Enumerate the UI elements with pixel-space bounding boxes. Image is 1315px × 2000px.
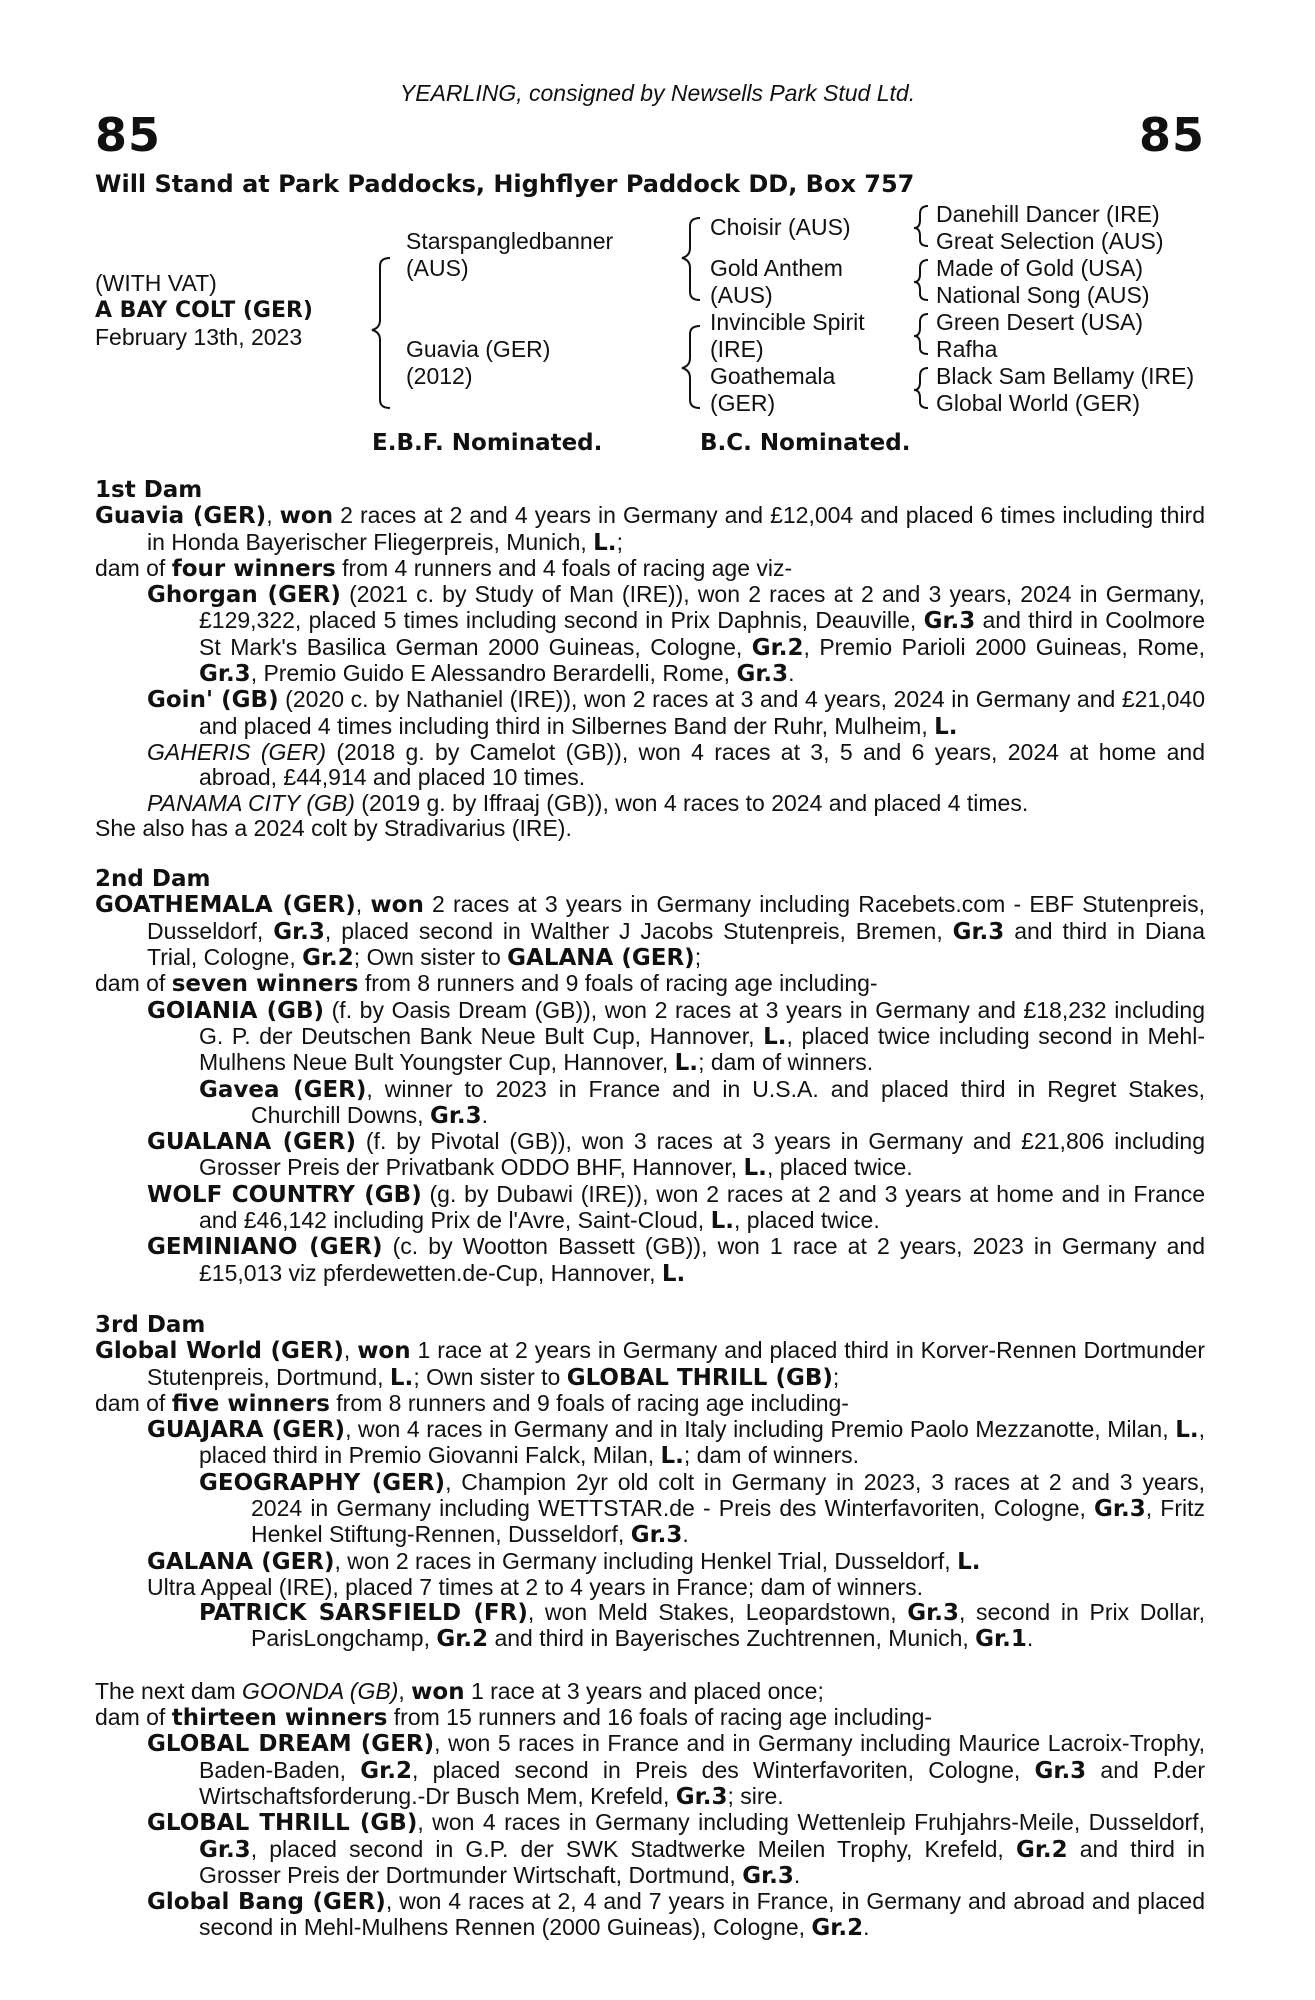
dam-name: Guavia (GER) — [406, 336, 551, 362]
sire-country: (AUS) — [406, 255, 469, 281]
dam-dam: Goathemala — [710, 363, 836, 389]
ped-ddd: Global World (GER) — [936, 390, 1141, 416]
lot-number-right: 85 — [1138, 108, 1205, 162]
progeny-entry: GALANA (GER), won 2 races in Germany including Henkel Trial, Dusseldorf, L. — [147, 1547, 981, 1575]
progeny-entry: GAHERIS (GER) (2018 g. by Camelot (GB)), won 4 races at 3, 5 and 6 years, 2024 at home and abroad, £44,914 and placed 10 times. — [147, 738, 1205, 791]
lot-number-left: 85 — [95, 108, 162, 162]
progeny-entry: GLOBAL THRILL (GB), won 4 races in Germany including Wettenleip Fruhjahrs-Meile, Dusseldorf, Gr.3, placed second in G.P. der SWK Stadtwerke Meilen Trophy, Krefeld, Gr.2 and third in Grosser Preis der Dortmunder Wirtschaft, Dortmund, Gr.3. — [147, 1809, 1205, 1889]
progeny-entry: GUAJARA (GER), won 4 races in Germany and in Italy including Premio Paolo Mezzanotte, Milan, L., placed third in Premio Giovanni Falck, Milan, L.; dam of winners. — [147, 1416, 1205, 1470]
dam-of-line: dam of seven winners from 8 runners and 9 foals of racing age including- — [95, 970, 878, 998]
bc-nominated: B.C. Nominated. — [700, 430, 911, 456]
progeny-entry: WOLF COUNTRY (GB) (g. by Dubawi (IRE)), won 2 races at 2 and 3 years at home and in France and £46,142 including Prix de l'Avre, Saint-Cloud, L., placed twice. — [147, 1180, 1206, 1235]
progeny-entry: Goin' (GB) (2020 c. by Nathaniel (IRE)), won 2 races at 3 and 4 years, 2024 in Germany and £21,040 and placed 4 times including third in Silbernes Band der Ruhr, Mulheim, L. — [147, 686, 1206, 740]
ebf-nominated: E.B.F. Nominated. — [372, 430, 603, 456]
third-dam-section — [95, 1313, 1205, 1653]
progeny-entry: PANAMA CITY (GB) (2019 g. by Iffraaj (GB)), won 4 races to 2024 and placed 4 times. — [147, 789, 1029, 816]
dam-of-line: dam of thirteen winners from 15 runners and 16 foals of racing age including- — [95, 1704, 933, 1732]
dam-year: (2012) — [406, 363, 473, 389]
stand-location: Will Stand at Park Paddocks, Highflyer Paddock DD, Box 757 — [95, 170, 915, 198]
ped-sds: Made of Gold (USA) — [936, 255, 1144, 281]
progeny-entry: GLOBAL DREAM (GER), won 5 races in France and in Germany including Maurice Lacroix-Trophy, Baden-Baden, Gr.2, placed second in Preis des Winterfavoriten, Cologne, Gr.3 and P.der Wirtschaftsforderung.-Dr Busch Mem, Krefeld, Gr.3; sire. — [147, 1730, 1205, 1810]
ped-dsd: Rafha — [936, 336, 998, 362]
ped-ssd: Great Selection (AUS) — [936, 228, 1164, 254]
dam-record: Global World (GER), won 1 race at 2 years in Germany and placed third in Korver-Rennen Dortmunder Stutenpreis, Dortmund, L.; Own sister to GLOBAL THRILL (GB); — [95, 1337, 1205, 1391]
dam-record: Guavia (GER), won 2 races at 2 and 4 years in Germany and £12,004 and placed 6 times including third in Honda Bayerischer Fliegerpreis, Munich, L.; — [95, 502, 1206, 556]
also-note: She also has a 2024 colt by Stradivarius (IRE). — [95, 814, 572, 841]
sire-dam: Gold Anthem — [710, 255, 843, 281]
sire-dam-country: (AUS) — [710, 282, 773, 308]
dam-of-line: dam of five winners from 8 runners and 9 foals of racing age including- — [95, 1389, 849, 1417]
dam-record: The next dam GOONDA (GB), won 1 race at 3 years and placed once; — [95, 1677, 824, 1705]
dam-dam-country: (GER) — [710, 390, 776, 416]
second-dam-section — [95, 867, 1205, 1287]
section-heading: 1st Dam — [95, 477, 203, 503]
produce-record — [95, 478, 1205, 1942]
progeny-entry: Ultra Appeal (IRE), placed 7 times at 2 to 4 years in France; dam of winners. — [147, 1573, 923, 1600]
section-heading: 2nd Dam — [95, 866, 211, 893]
progeny-entry: GUALANA (GER) (f. by Pivotal (GB)), won 3 races at 3 years in Germany and £21,806 including Grosser Preis der Privatbank ODDO BHF, Hannover, L., placed twice. — [147, 1128, 1206, 1182]
sire-name: Starspangledbanner — [406, 228, 614, 254]
dam-sire-country: (IRE) — [710, 336, 764, 362]
progeny-entry: Global Bang (GER), won 4 races at 2, 4 and 7 years in France, in Germany and abroad and placed second in Mehl-Mulhens Rennen (2000 Guineas), Cologne, Gr.2. — [147, 1888, 1205, 1942]
first-dam-section — [95, 478, 1205, 841]
progeny-entry: Ghorgan (GER) (2021 c. by Study of Man (IRE)), won 2 races at 2 and 3 years, 2024 in Germany, £129,322, placed 5 times including second in Prix Daphnis, Deauville, Gr.3 and third in Coolmore St Mark's Basilica German 2000 Guineas, Cologne, Gr.2, Premio Parioli 2000 Guineas, Rome, Gr.3, Premio Guido E Alessandro Berardelli, Rome, Gr.3. — [147, 581, 1205, 688]
progeny-entry: GEMINIANO (GER) (c. by Wootton Bassett (GB)), won 1 race at 2 years, 2023 in Germany and £15,013 viz pferdewetten.de-Cup, Hannover, L. — [147, 1233, 1206, 1287]
ped-dds: Black Sam Bellamy (IRE) — [936, 363, 1195, 389]
progeny-entry: GOIANIA (GB) (f. by Oasis Dream (GB)), won 2 races at 3 years in Germany and £18,232 including G. P. der Deutschen Bank Neue Bult Cup, Hannover, L., placed twice including second in Mehl-Mulhens Neue Bult Youngster Cup, Hannover, L.; dam of winners. — [147, 996, 1205, 1077]
ped-dss: Green Desert (USA) — [936, 309, 1144, 335]
ped-sss: Danehill Dancer (IRE) — [936, 201, 1160, 227]
consignment-line: YEARLING, consigned by Newsells Park Stud Ltd. — [399, 80, 916, 106]
section-heading: 3rd Dam — [95, 1311, 206, 1338]
ped-sdd: National Song (AUS) — [936, 282, 1150, 308]
dam-sire: Invincible Spirit — [710, 309, 865, 335]
sire-sire: Choisir (AUS) — [710, 214, 851, 240]
next-dam-section — [95, 1679, 1205, 1942]
dam-record: GOATHEMALA (GER), won 2 races at 3 years in Germany including Racebets.com - EBF Stutenpreis, Dusseldorf, Gr.3, placed second in Walther J Jacobs Stutenpreis, Bremen, Gr.3 and third in Diana Trial, Cologne, Gr.2; Own sister to GALANA (GER); — [95, 891, 1206, 972]
grand-progeny-entry: Gavea (GER), winner to 2023 in France and in U.S.A. and placed third in Regret Stakes, Churchill Downs, Gr.3. — [199, 1075, 1205, 1129]
foaling-date: February 13th, 2023 — [95, 324, 303, 350]
grand-progeny-entry: PATRICK SARSFIELD (FR), won Meld Stakes, Leopardstown, Gr.3, second in Prix Dollar, ParisLongchamp, Gr.2 and third in Bayerisches Zuchtrennen, Munich, Gr.1. — [199, 1599, 1205, 1653]
vat-note: (WITH VAT) — [95, 270, 217, 296]
dam-of-line: dam of four winners from 4 runners and 4 foals of racing age viz- — [95, 554, 793, 582]
lot-name: A BAY COLT (GER) — [95, 298, 313, 323]
grand-progeny-entry: GEOGRAPHY (GER), Champion 2yr old colt in Germany in 2023, 3 races at 2 and 3 years, 2024 in Germany including WETTSTAR.de - Preis des Winterfavoriten, Cologne, Gr.3, Fritz Henkel Stiftung-Rennen, Dusseldorf, Gr.3. — [199, 1468, 1206, 1549]
